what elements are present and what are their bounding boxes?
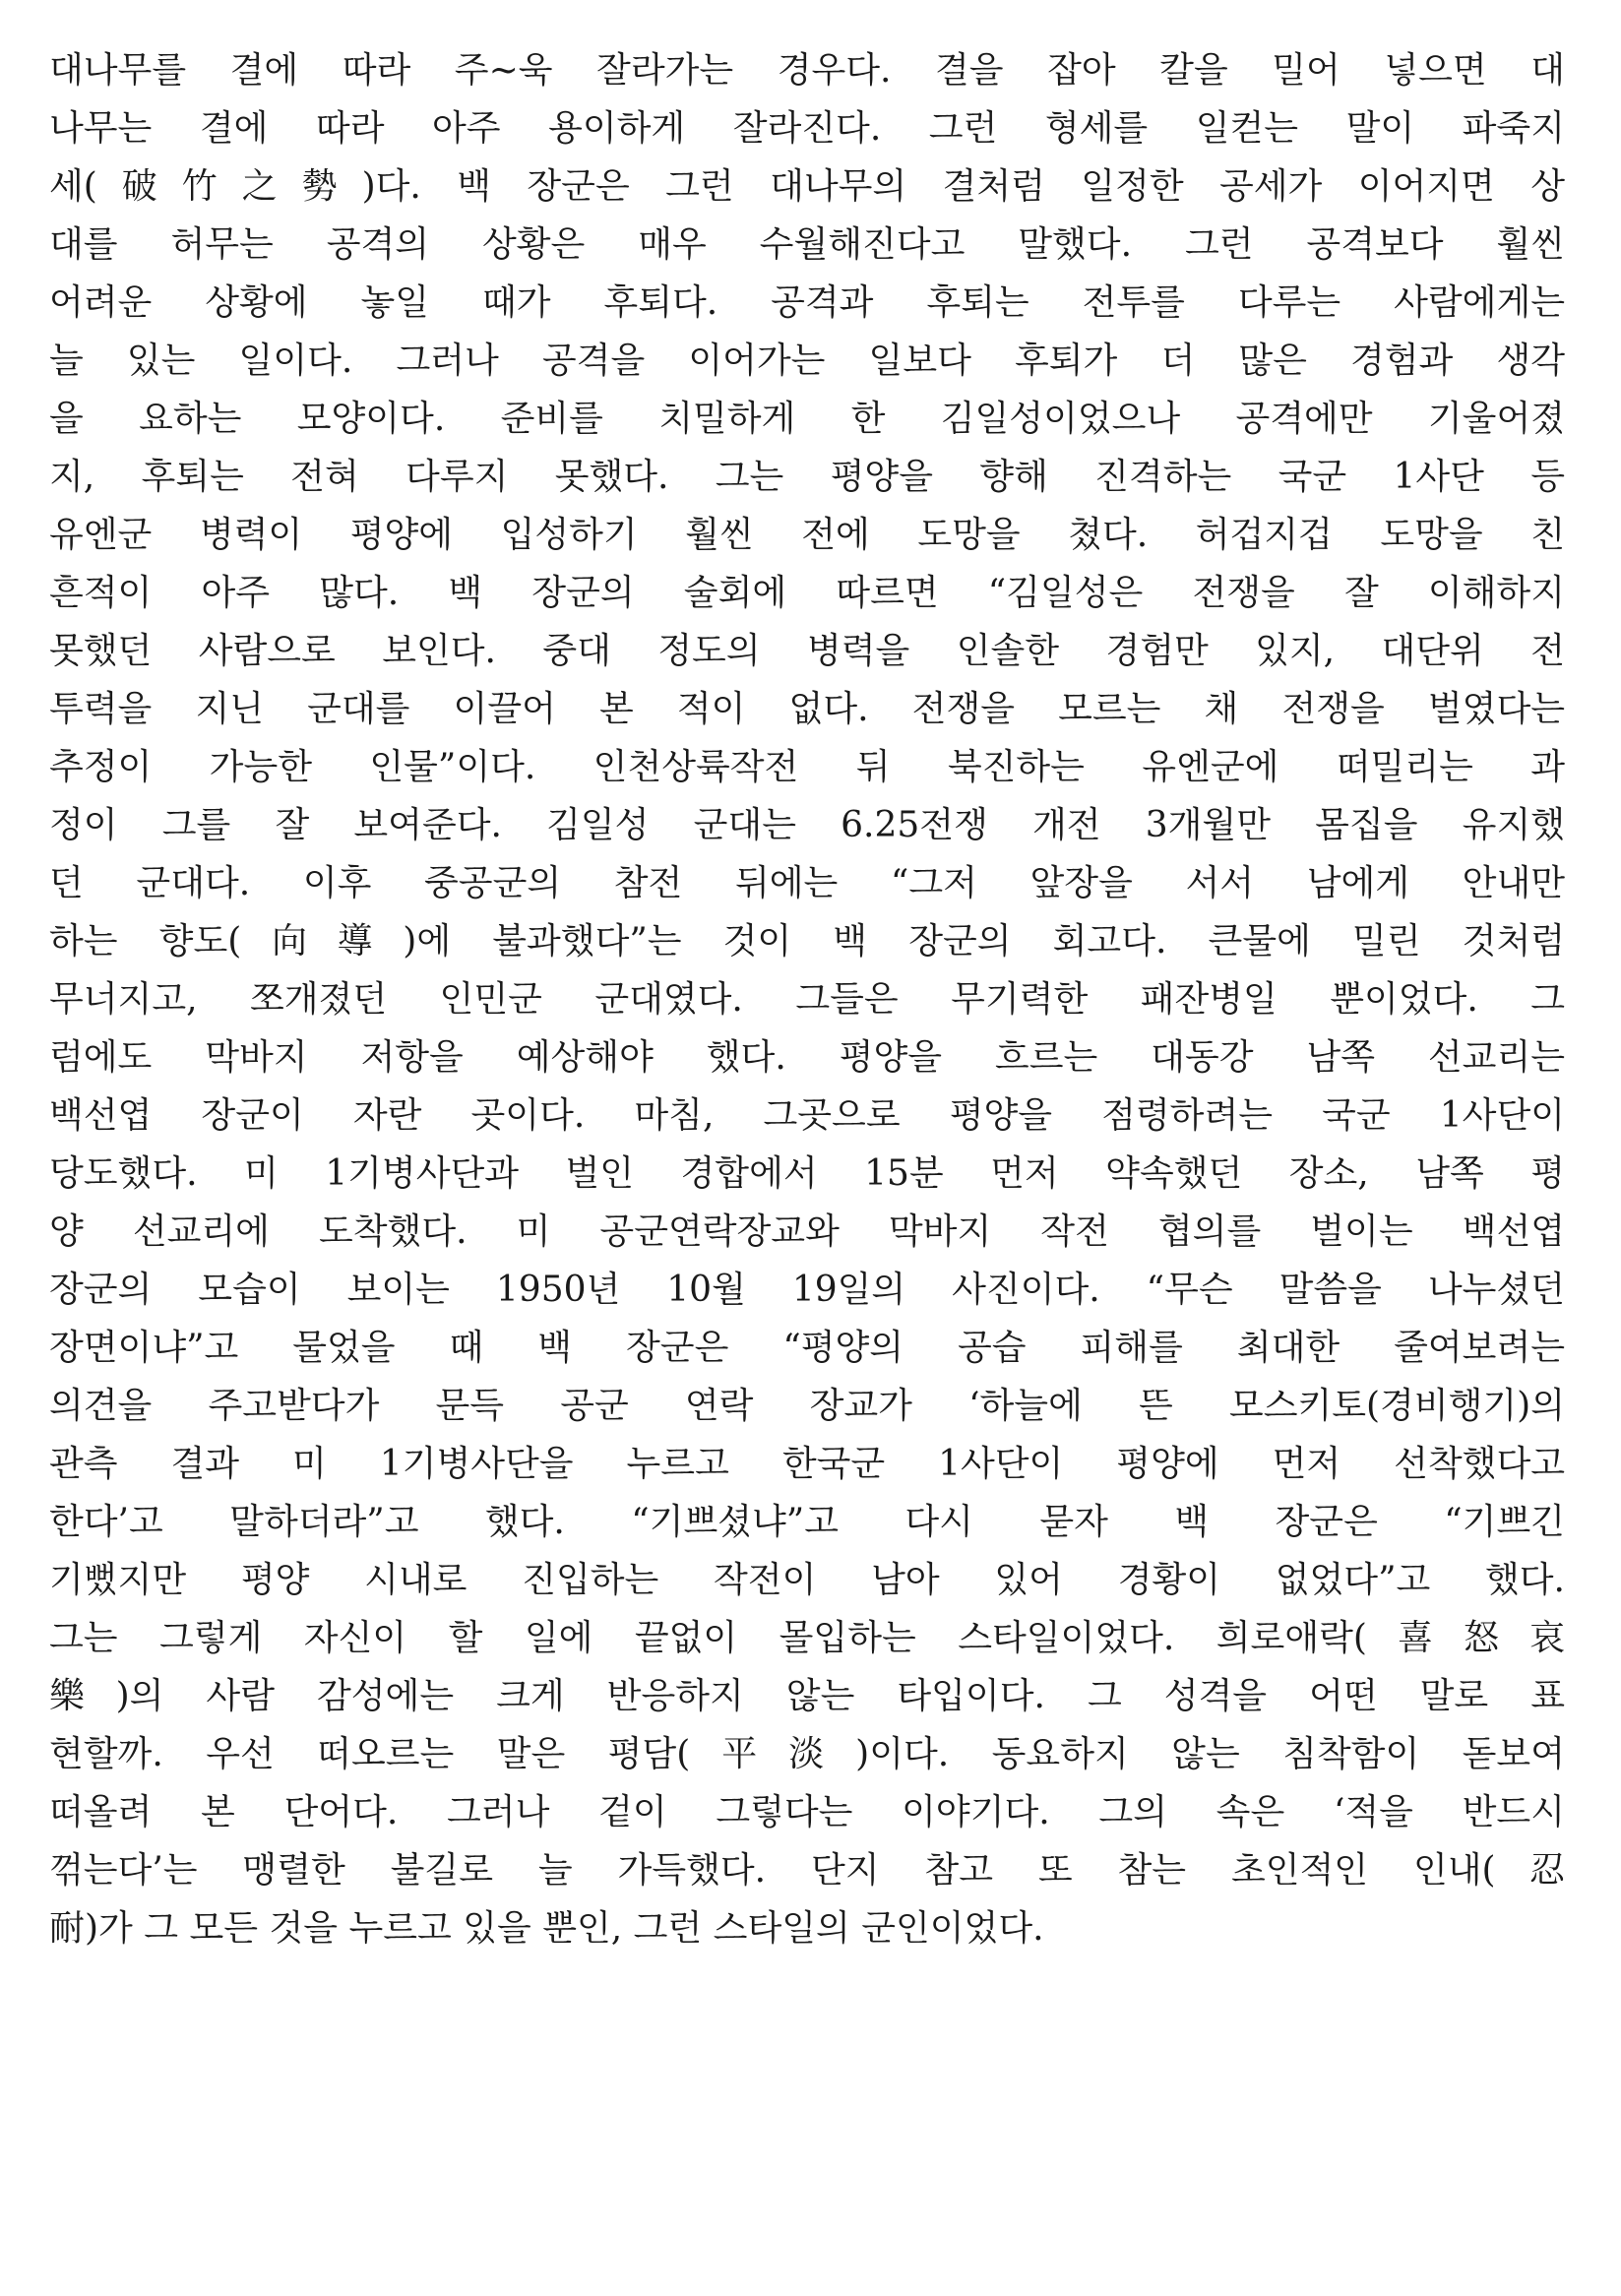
text-line: 대나무를 결에 따라 주~욱 잘라가는 경우다. 결을 잡아 칼을 밀어 넣으면 대 (49, 50, 1565, 91)
text-line: 흔적이 아주 많다. 백 장군의 술회에 따르면 “김일성은 전쟁을 잘 이해하지 (49, 573, 1565, 613)
text-line: 하는 향도(向導)에 불과했다”는 것이 백 장군의 회고다. 큰물에 밀린 것처럼 (49, 921, 1565, 962)
text-line: 대를 허무는 공격의 상황은 매우 수월해진다고 말했다. 그런 공격보다 훨씬 (49, 224, 1565, 265)
text-line: 어려운 상황에 놓일 때가 후퇴다. 공격과 후퇴는 전투를 다루는 사람에게는 (49, 282, 1565, 323)
text-line: 장면이냐”고 물었을 때 백 장군은 “평양의 공습 피해를 최대한 줄여보려는 (49, 1328, 1565, 1368)
text-line: 의견을 주고받다가 문득 공군 연락 장교가 ‘하늘에 뜬 모스키토(경비행기)의 (49, 1386, 1565, 1426)
text-line: 떠올려 본 단어다. 그러나 겉이 그렇다는 이야기다. 그의 속은 ‘적을 반드시 (49, 1792, 1565, 1832)
text-line: 추정이 가능한 인물”이다. 인천상륙작전 뒤 북진하는 유엔군에 떠밀리는 과 (49, 747, 1565, 787)
text-line: 꺾는다’는 맹렬한 불길로 늘 가득했다. 단지 참고 또 참는 초인적인 인내(忍 (49, 1850, 1565, 1891)
text-line: 정이 그를 잘 보여준다. 김일성 군대는 6.25전쟁 개전 3개월만 몸집을 유지했 (49, 805, 1565, 845)
text-line: 樂)의 사람 감성에는 크게 반응하지 않는 타입이다. 그 성격을 어떤 말로 표 (49, 1676, 1565, 1716)
text-line: 백선엽 장군이 자란 곳이다. 마침, 그곳으로 평양을 점령하려는 국군 1사단이 (49, 1095, 1565, 1136)
text-line: 못했던 사람으로 보인다. 중대 정도의 병력을 인솔한 경험만 있지, 대단위 전 (49, 631, 1565, 671)
text-line: 현할까. 우선 떠오르는 말은 평담(平淡)이다. 동요하지 않는 침착함이 돋보여 (49, 1734, 1565, 1774)
text-line: 耐)가 그 모든 것을 누르고 있을 뿐인, 그런 스타일의 군인이었다. (49, 1908, 1044, 1949)
text-line: 럼에도 막바지 저항을 예상해야 했다. 평양을 흐르는 대동강 남쪽 선교리는 (49, 1037, 1565, 1078)
text-line: 세(破竹之勢)다. 백 장군은 그런 대나무의 결처럼 일정한 공세가 이어지면 상 (49, 166, 1565, 207)
text-line: 장군의 모습이 보이는 1950년 10월 19일의 사진이다. “무슨 말씀을 나누셨던 (49, 1270, 1565, 1310)
body-text (49, 41, 1565, 1957)
text-line: 한다’고 말하더라”고 했다. “기쁘셨냐”고 다시 묻자 백 장군은 “기쁘긴 (49, 1502, 1565, 1542)
text-line: 투력을 지닌 군대를 이끌어 본 적이 없다. 전쟁을 모르는 채 전쟁을 벌였다는 (49, 689, 1565, 729)
text-line: 나무는 결에 따라 아주 용이하게 잘라진다. 그런 형세를 일컫는 말이 파죽지 (49, 108, 1565, 149)
text-line: 무너지고, 쪼개졌던 인민군 군대였다. 그들은 무기력한 패잔병일 뿐이었다. 그 (49, 979, 1565, 1020)
text-line: 당도했다. 미 1기병사단과 벌인 경합에서 15분 먼저 약속했던 장소, 남쪽 평 (49, 1153, 1565, 1194)
text-line: 그는 그렇게 자신이 할 일에 끝없이 몰입하는 스타일이었다. 희로애락(喜怒哀 (49, 1618, 1565, 1658)
text-line: 관측 결과 미 1기병사단을 누르고 한국군 1사단이 평양에 먼저 선착했다고 (49, 1444, 1565, 1484)
text-line: 유엔군 병력이 평양에 입성하기 훨씬 전에 도망을 쳤다. 허겁지겁 도망을 친 (49, 515, 1565, 555)
text-line: 양 선교리에 도착했다. 미 공군연락장교와 막바지 작전 협의를 벌이는 백선엽 (49, 1211, 1565, 1252)
text-line: 지, 후퇴는 전혀 다루지 못했다. 그는 평양을 향해 진격하는 국군 1사단 등 (49, 457, 1565, 497)
text-line: 기뻤지만 평양 시내로 진입하는 작전이 남아 있어 경황이 없었다”고 했다. (49, 1560, 1565, 1600)
text-line: 던 군대다. 이후 중공군의 참전 뒤에는 “그저 앞장을 서서 남에게 안내만 (49, 863, 1565, 903)
text-line: 늘 있는 일이다. 그러나 공격을 이어가는 일보다 후퇴가 더 많은 경험과 생각 (49, 341, 1565, 381)
text-line: 을 요하는 모양이다. 준비를 치밀하게 한 김일성이었으나 공격에만 기울어졌 (49, 399, 1565, 439)
